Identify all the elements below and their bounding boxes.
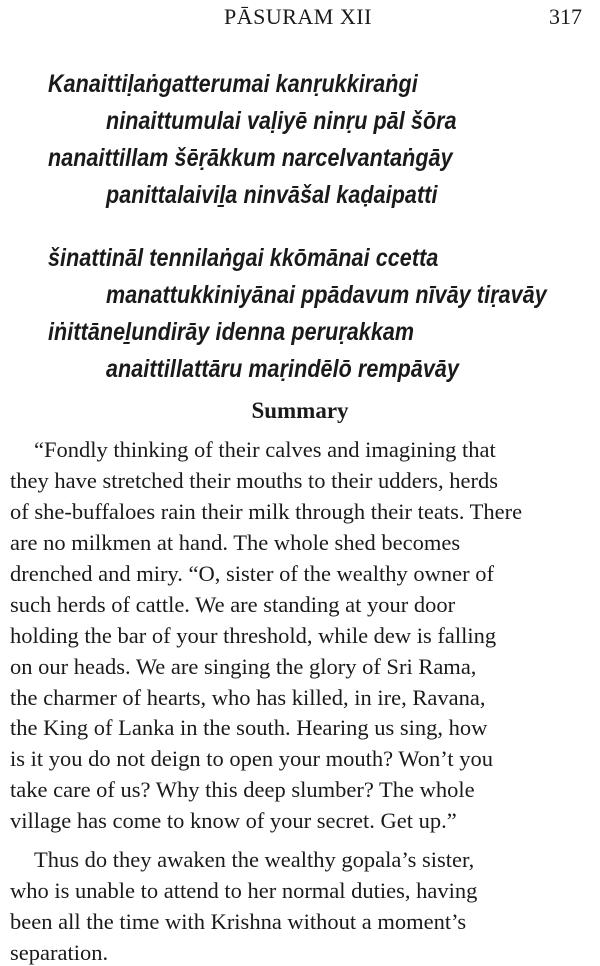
verse-line: šinattināl tennilaṅgai kkōmānai ccetta — [48, 244, 439, 272]
text-line: on our heads. We are singing the glory of Sri Rama, — [10, 654, 477, 679]
text-line: holding the bar of your threshold, while dew is falling — [10, 623, 497, 648]
text-line: such herds of cattle. We are standing at your door — [10, 592, 456, 617]
text-line: separation. — [10, 940, 109, 965]
verse-line: Kanaittiḷaṅgatterumai kanṛukkiraṅgi — [48, 70, 418, 98]
text-line: the King of Lanka in the south. Hearing us sing, how — [10, 715, 488, 740]
verse-line: panittalaiviḻa ninvāšal kaḍaipatti — [106, 181, 438, 209]
page-number: 317 — [549, 4, 582, 29]
text-line: they have stretched their mouths to their udders, herds — [10, 468, 498, 493]
running-head — [0, 4, 600, 34]
text-line: take care of us? Why this deep slumber? The whole — [10, 777, 475, 802]
verse-line: nanaittillam šēṛākkum narcelvantaṅgāy — [48, 144, 453, 172]
text-line: of she-buffaloes rain their milk through their teats. There — [10, 499, 523, 524]
text-line: “Fondly thinking of their calves and imagining that — [34, 437, 496, 462]
text-line: the charmer of hearts, who has killed, in ire, Ravana, — [10, 685, 486, 710]
text-line: village has come to know of your secret. Get up.” — [10, 808, 457, 833]
verse-line: manattukkiniyānai ppādavum nīvāy tiṛavāy — [106, 281, 547, 309]
text-line: been all the time with Krishna without a moment’s — [10, 909, 467, 934]
verse-line: ninaittumulai vaḷiyē ninṛu pāl šōra — [106, 107, 457, 135]
text-line: are no milkmen at hand. The whole shed becomes — [10, 530, 461, 555]
text-line: Thus do they awaken the wealthy gopala’s sister, — [34, 847, 475, 872]
verse-line: iṅittāneḻundirāy idenna peruṛakkam — [48, 318, 415, 346]
verse-line: anaittillattāru maṛindēlō rempāvāy — [106, 355, 460, 383]
text-line: is it you do not deign to open your mouth? Won’t you — [10, 746, 493, 771]
summary-heading: Summary — [251, 398, 349, 423]
chapter-title: PĀSURAM XII — [224, 4, 372, 29]
text-line: drenched and miry. “O, sister of the wealthy owner of — [10, 561, 495, 586]
text-line: who is unable to attend to her normal duties, having — [10, 878, 478, 903]
